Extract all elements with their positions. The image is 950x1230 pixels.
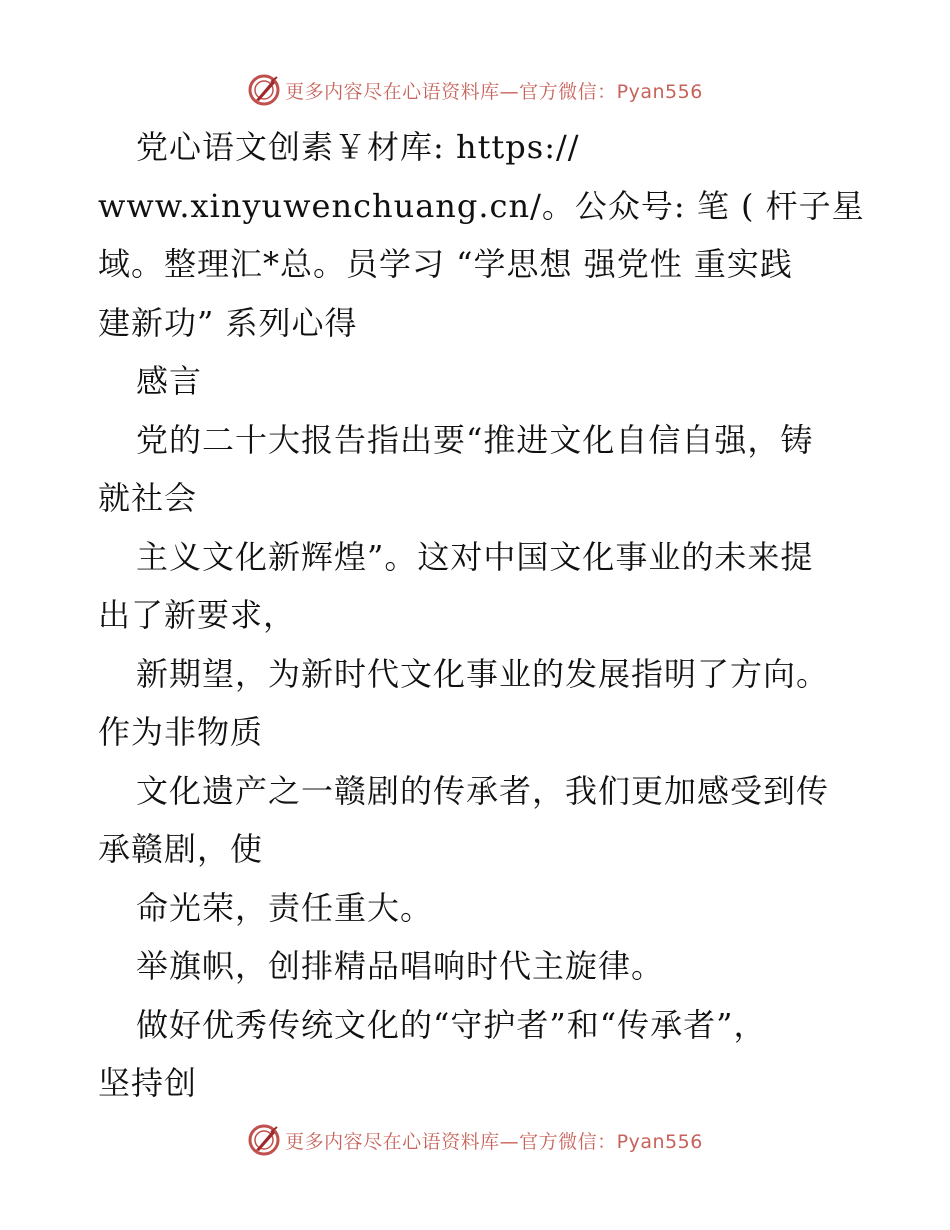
banner-group — [247, 73, 703, 107]
text-line: 新期望，为新时代文化事业的发展指明了方向。 — [136, 654, 830, 693]
header-banner — [0, 68, 950, 112]
banner-group — [247, 1123, 703, 1157]
quill-logo-icon — [247, 1123, 281, 1157]
text-line: 党的二十大报告指出要“推进文化自信自强，铸 — [136, 420, 814, 459]
text-line: 坚持创 — [98, 1064, 198, 1102]
text-line: 举旗帜，创排精品唱响时代主旋律。 — [136, 947, 665, 985]
text-line: 文化遗产之一赣剧的传承者，我们更加感受到传 — [136, 771, 830, 810]
text-line: 做好优秀传统文化的“守护者”和“传承者”， — [136, 1005, 767, 1044]
quill-logo-icon — [247, 73, 281, 107]
text-line: 作为非物质 — [98, 713, 264, 751]
document-body — [98, 118, 868, 1113]
text-line: 就社会 — [98, 479, 198, 517]
text-line: 域。整理汇*总。员学习 “学思想 强党性 重实践 — [98, 245, 793, 283]
text-line: 建新功” 系列心得 — [98, 303, 358, 342]
text-line: www.xinyuwenchuang.cn/。公众号: 笔 ( 杆子星 — [98, 186, 865, 225]
text-line: 主义文化新辉煌”。这对中国文化事业的未来提 — [136, 537, 814, 576]
banner-text: 更多内容尽在心语资料库—官方微信：Pyan556 — [285, 1130, 703, 1153]
text-line: 命光荣，责任重大。 — [136, 888, 434, 927]
text-line: 出了新要求， — [98, 596, 297, 634]
text-line: 感言 — [136, 362, 203, 400]
text-line: 党心语文创素￥材库: https:// — [136, 128, 580, 166]
banner-text: 更多内容尽在心语资料库—官方微信：Pyan556 — [285, 80, 703, 103]
footer-banner — [0, 1118, 950, 1162]
text-line: 承赣剧，使 — [98, 830, 264, 868]
